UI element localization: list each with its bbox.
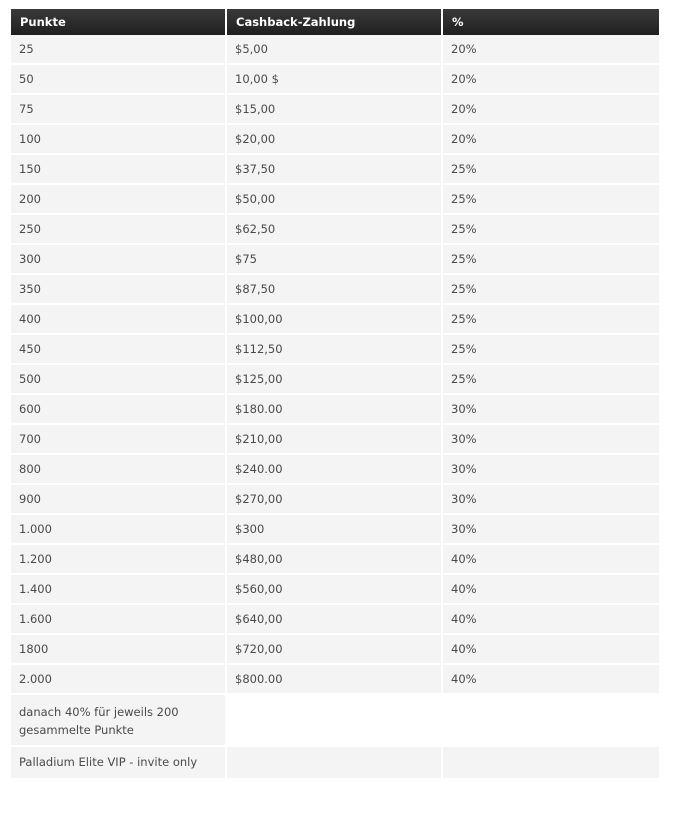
header-row	[11, 9, 659, 35]
cell-cashback: $480,00	[227, 545, 443, 575]
table-row	[11, 335, 659, 365]
cell-percent: 25%	[443, 185, 659, 215]
cell-cashback: $62,50	[227, 215, 443, 245]
cell-percent: 20%	[443, 95, 659, 125]
cashback-table	[11, 9, 659, 780]
cell-punkte: 100	[11, 125, 227, 155]
note-row	[11, 747, 659, 780]
cell-percent: 30%	[443, 485, 659, 515]
note-row	[11, 695, 659, 747]
table-row	[11, 185, 659, 215]
cell-cashback: $112,50	[227, 335, 443, 365]
cell-percent: 25%	[443, 215, 659, 245]
cell-punkte: 75	[11, 95, 227, 125]
cell-cashback: $240.00	[227, 455, 443, 485]
cell-percent: 40%	[443, 545, 659, 575]
cell-punkte: 150	[11, 155, 227, 185]
cell-punkte: 900	[11, 485, 227, 515]
cell-cashback: $5,00	[227, 35, 443, 65]
table-row	[11, 545, 659, 575]
cell-punkte: 50	[11, 65, 227, 95]
header-percent: %	[443, 9, 659, 35]
cell-cashback: $100,00	[227, 305, 443, 335]
table-row	[11, 65, 659, 95]
cell-cashback: $210,00	[227, 425, 443, 455]
cell-punkte: 400	[11, 305, 227, 335]
cell-punkte: 1.000	[11, 515, 227, 545]
table-row	[11, 425, 659, 455]
cell-punkte: 200	[11, 185, 227, 215]
table-row	[11, 305, 659, 335]
cell-punkte: 250	[11, 215, 227, 245]
cell-percent: 25%	[443, 275, 659, 305]
cell-cashback: $640,00	[227, 605, 443, 635]
table-body	[11, 35, 659, 780]
cell-cashback: $50,00	[227, 185, 443, 215]
cell-punkte: 600	[11, 395, 227, 425]
empty-cell	[443, 747, 659, 780]
cell-cashback: $720,00	[227, 635, 443, 665]
cell-percent: 30%	[443, 455, 659, 485]
cell-percent: 40%	[443, 635, 659, 665]
cell-cashback: $87,50	[227, 275, 443, 305]
cell-punkte: 1.600	[11, 605, 227, 635]
cell-cashback: $560,00	[227, 575, 443, 605]
cell-cashback: 10,00 $	[227, 65, 443, 95]
header-punkte: Punkte	[11, 9, 227, 35]
cell-punkte: 1800	[11, 635, 227, 665]
cell-percent: 25%	[443, 245, 659, 275]
empty-cell	[227, 747, 443, 780]
cell-percent: 30%	[443, 395, 659, 425]
table-row	[11, 155, 659, 185]
table-row	[11, 35, 659, 65]
cell-cashback: $180.00	[227, 395, 443, 425]
table-row	[11, 665, 659, 695]
table-row	[11, 605, 659, 635]
table-row	[11, 575, 659, 605]
cell-cashback: $270,00	[227, 485, 443, 515]
table-row	[11, 455, 659, 485]
cell-punkte: 700	[11, 425, 227, 455]
table-header	[11, 9, 659, 35]
table-row	[11, 485, 659, 515]
table-row	[11, 215, 659, 245]
table-row	[11, 275, 659, 305]
cell-punkte: 450	[11, 335, 227, 365]
cell-punkte: 1.200	[11, 545, 227, 575]
table-row	[11, 95, 659, 125]
cell-percent: 25%	[443, 365, 659, 395]
table-row	[11, 635, 659, 665]
header-cashback: Cashback-Zahlung	[227, 9, 443, 35]
cell-punkte: 300	[11, 245, 227, 275]
cell-percent: 20%	[443, 35, 659, 65]
cell-punkte: 350	[11, 275, 227, 305]
cell-cashback: $15,00	[227, 95, 443, 125]
cell-punkte: 800	[11, 455, 227, 485]
empty-cell	[227, 695, 443, 747]
cell-cashback: $300	[227, 515, 443, 545]
cell-percent: 30%	[443, 425, 659, 455]
cell-percent: 40%	[443, 575, 659, 605]
table-row	[11, 515, 659, 545]
cell-punkte: 1.400	[11, 575, 227, 605]
empty-cell	[443, 695, 659, 747]
cell-percent: 20%	[443, 65, 659, 95]
cell-percent: 20%	[443, 125, 659, 155]
cell-percent: 40%	[443, 605, 659, 635]
table-row	[11, 245, 659, 275]
cell-punkte: 2.000	[11, 665, 227, 695]
cell-punkte: 25	[11, 35, 227, 65]
cell-cashback: $20,00	[227, 125, 443, 155]
cell-percent: 25%	[443, 305, 659, 335]
table-row	[11, 125, 659, 155]
cell-percent: 25%	[443, 335, 659, 365]
note-vip: Palladium Elite VIP - invite only	[11, 747, 227, 780]
cell-punkte: 500	[11, 365, 227, 395]
cell-percent: 30%	[443, 515, 659, 545]
cell-cashback: $75	[227, 245, 443, 275]
cell-percent: 25%	[443, 155, 659, 185]
cell-cashback: $37,50	[227, 155, 443, 185]
cell-cashback: $125,00	[227, 365, 443, 395]
cashback-table-container	[11, 9, 659, 780]
note-threshold: danach 40% für jeweils 200 gesammelte Punkte	[11, 695, 227, 747]
cell-percent: 40%	[443, 665, 659, 695]
cell-cashback: $800.00	[227, 665, 443, 695]
table-row	[11, 365, 659, 395]
table-row	[11, 395, 659, 425]
